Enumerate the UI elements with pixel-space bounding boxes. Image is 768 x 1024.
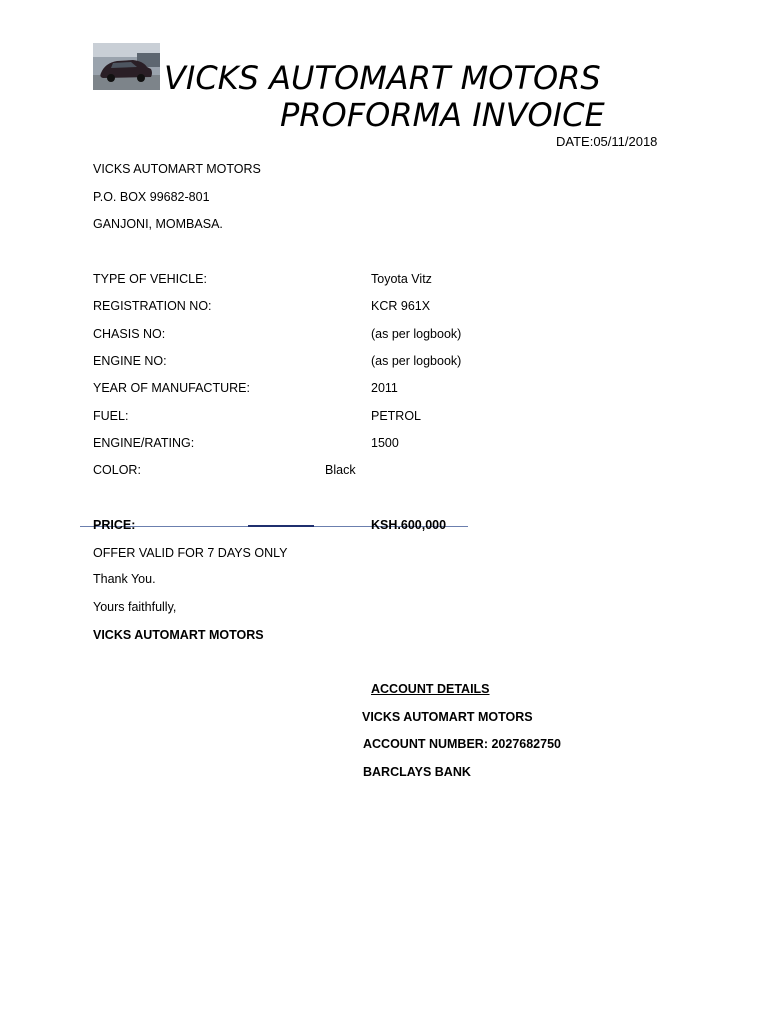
title-document: PROFORMA INVOICE (280, 96, 605, 134)
chasis-label: CHASIS NO: (93, 327, 166, 341)
fuel-label: FUEL: (93, 409, 129, 423)
fuel-value: PETROL (371, 409, 422, 423)
signature-company: VICKS AUTOMART MOTORS (93, 628, 264, 642)
engine-value: (as per logbook) (371, 354, 462, 368)
car-photo (93, 43, 160, 90)
price-rule-accent (248, 525, 314, 527)
sender-po-box: P.O. BOX 99682-801 (93, 190, 210, 204)
type-label: TYPE OF VEHICLE: (93, 272, 207, 286)
account-number: ACCOUNT NUMBER: 2027682750 (363, 737, 561, 751)
offer-validity: OFFER VALID FOR 7 DAYS ONLY (93, 546, 288, 560)
thank-you: Thank You. (93, 572, 156, 586)
year-value: 2011 (371, 381, 398, 395)
rating-label: ENGINE/RATING: (93, 436, 195, 450)
registration-label: REGISTRATION NO: (93, 299, 212, 313)
invoice-date: DATE:05/11/2018 (556, 134, 658, 149)
color-value: Black (325, 463, 356, 477)
registration-value: KCR 961X (371, 299, 431, 313)
account-heading: ACCOUNT DETAILS (371, 682, 490, 696)
price-value: KSH.600,000 (371, 518, 447, 532)
sender-name: VICKS AUTOMART MOTORS (93, 162, 261, 176)
type-value: Toyota Vitz (371, 272, 432, 286)
year-label: YEAR OF MANUFACTURE: (93, 381, 250, 395)
title-company: VICKS AUTOMART MOTORS (164, 59, 601, 97)
sign-off: Yours faithfully, (93, 600, 177, 614)
color-label: COLOR: (93, 463, 141, 477)
account-name: VICKS AUTOMART MOTORS (362, 710, 533, 724)
rating-value: 1500 (371, 436, 399, 450)
price-label: PRICE: (93, 518, 136, 532)
chasis-value: (as per logbook) (371, 327, 462, 341)
sender-location: GANJONI, MOMBASA. (93, 217, 223, 231)
engine-label: ENGINE NO: (93, 354, 167, 368)
bank-name: BARCLAYS BANK (363, 765, 471, 779)
